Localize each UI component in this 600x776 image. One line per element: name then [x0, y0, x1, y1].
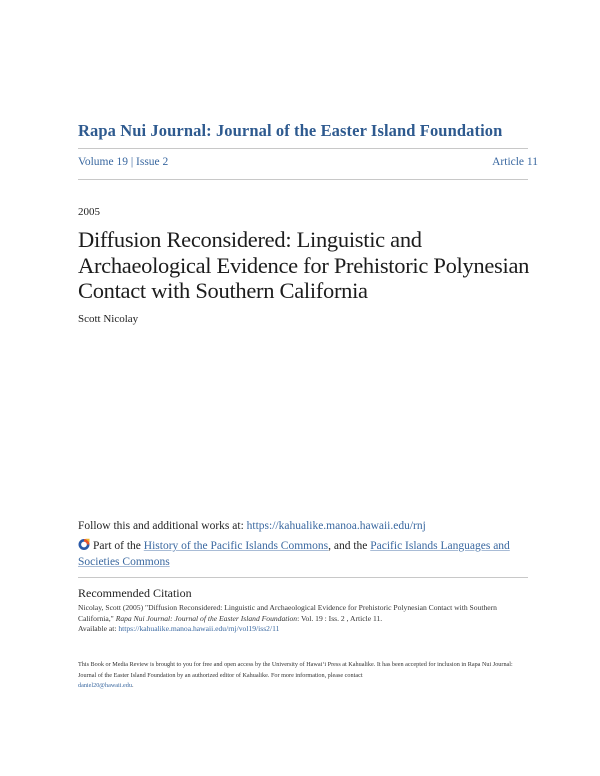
citation-journal: Rapa Nui Journal: Journal of the Easter Island Foundation [115, 613, 298, 623]
citation-part1: Nicolay, Scott (2005) "Diffusion Reconsidered: Linguistic and Archaeological Evidence for Prehistoric Polynesian Contact with Southern California," [78, 603, 497, 623]
follow-prefix: Follow this and additional works at: [78, 520, 247, 532]
citation-part2: : Vol. 19 : Iss. 2 , Article 11. [297, 613, 383, 623]
citation-text [78, 603, 528, 635]
issue-link[interactable]: Issue 2 [136, 156, 169, 168]
citation-divider [78, 577, 528, 578]
part-of-prefix: Part of the [93, 540, 144, 552]
follow-line [78, 520, 426, 532]
citation-url-link[interactable]: https://kahualike.manoa.hawaii.edu/rnj/vol19/iss2/11 [118, 624, 280, 633]
pacific-islands-languages-commons-link[interactable]: Pacific Islands Languages and Societies Commons [78, 540, 510, 568]
publication-year: 2005 [78, 206, 100, 218]
volume-link[interactable]: Volume 19 [78, 156, 128, 168]
header-divider [78, 148, 528, 149]
part-of-commons [78, 538, 518, 570]
article-title: Diffusion Reconsidered: Linguistic and Archaeological Evidence for Prehistoric Polynesian Contact with Southern California [78, 227, 530, 303]
access-notice [78, 660, 528, 692]
access-notice-end: . [131, 682, 134, 689]
journal-title[interactable]: Rapa Nui Journal: Journal of the Easter Island Foundation [78, 121, 503, 140]
meta-divider [78, 179, 528, 180]
history-pacific-islands-commons-link[interactable]: History of the Pacific Islands Commons [143, 540, 329, 552]
volume-issue-row [78, 156, 538, 168]
author-name: Scott Nicolay [78, 313, 139, 325]
recommended-citation-heading: Recommended Citation [78, 586, 192, 600]
contact-email-link[interactable]: daniel20@hawaii.edu [78, 682, 132, 689]
part-of-middle: , and the [328, 540, 371, 552]
access-notice-text: This Book or Media Review is brought to you for free and open access by the University of Hawaiʻi Press at Kahualike. It has been accepted for inclusion in Rapa Nui Journal: Journal of the Easter Island Foundation by an authorized editor of Kahualike. For more information, please contact [78, 661, 513, 679]
repository-link[interactable]: https://kahualike.manoa.hawaii.edu/rnj [246, 520, 426, 532]
volume-issue [78, 156, 168, 168]
article-number[interactable]: Article 11 [492, 156, 538, 168]
bepress-commons-icon [78, 538, 90, 550]
available-prefix: Available at: [78, 624, 119, 633]
separator: | [130, 156, 134, 168]
